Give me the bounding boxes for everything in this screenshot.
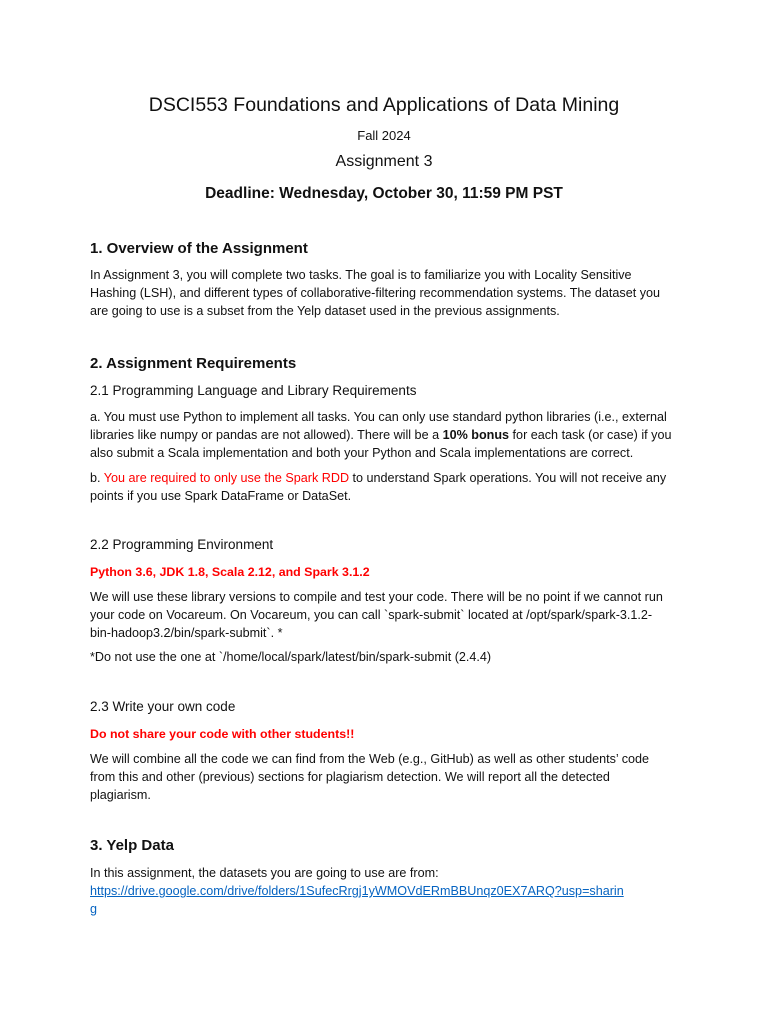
section-3-paragraph <box>90 864 680 918</box>
sharing-warning: Do not share your code with other students!! <box>90 727 355 741</box>
paragraph-line: plagiarism. <box>90 788 151 802</box>
requirement-a <box>90 408 680 462</box>
paragraph-line: from this and other (previous) sections for plagiarism detection. We will report all the detected <box>90 770 610 784</box>
course-title: DSCI553 Foundations and Applications of Data Mining <box>148 94 620 116</box>
environment-paragraph <box>90 588 680 642</box>
paragraph-line: points if you use Spark DataFrame or DataSet. <box>90 489 352 503</box>
paragraph-line <box>90 426 680 444</box>
assignment-label: Assignment 3 <box>335 153 433 170</box>
paragraph-line: also submit a Scala implementation and both your Python and Scala implementations are correct. <box>90 446 634 460</box>
dataset-link-continued[interactable]: g <box>90 902 98 916</box>
paragraph-line: In Assignment 3, you will complete two tasks. The goal is to familiarize you with Locality Sensitive <box>90 268 632 282</box>
paragraph-line: We will combine all the code we can find from the Web (e.g., GitHub) as well as other students’ code <box>90 752 650 766</box>
section-1-paragraph <box>90 266 680 320</box>
text-span: b. <box>90 471 104 485</box>
section-2-2-heading: 2.2 Programming Environment <box>90 537 274 552</box>
rdd-requirement: You are required to only use the Spark RDD <box>103 471 350 485</box>
version-requirements: Python 3.6, JDK 1.8, Scala 2.12, and Spark 3.1.2 <box>90 565 370 579</box>
requirement-b <box>90 469 680 505</box>
paragraph-line: a. You must use Python to implement all tasks. You can only use standard python libraries (i.e., external <box>90 410 667 424</box>
section-1-heading: 1. Overview of the Assignment <box>90 240 308 257</box>
paragraph-line: We will use these library versions to compile and test your code. There will be no point if we cannot run <box>90 590 663 604</box>
paragraph-line <box>90 469 680 487</box>
text-span: libraries like numpy or pandas are not allowed). There will be a <box>90 428 443 442</box>
paragraph-line: bin-hadoop3.2/bin/spark-submit`. * <box>90 626 283 640</box>
bonus-text: 10% bonus <box>442 428 510 442</box>
section-3-heading: 3. Yelp Data <box>90 837 174 854</box>
paragraph-line: In this assignment, the datasets you are going to use are from: <box>90 866 439 880</box>
section-2-heading: 2. Assignment Requirements <box>90 355 297 372</box>
paragraph-line: are going to use is a subset from the Yelp dataset used in the previous assignments. <box>90 304 560 318</box>
term-label: Fall 2024 <box>357 128 411 143</box>
dataset-link[interactable]: https://drive.google.com/drive/folders/1SufecRrgj1yWMOVdERmBBUnqz0EX7ARQ?usp=sharin <box>90 884 624 898</box>
paragraph-line: your code on Vocareum. On Vocareum, you can call `spark-submit` located at /opt/spark/spark-3.1.2- <box>90 608 653 622</box>
paragraph-line: Hashing (LSH), and different types of collaborative-filtering recommendation systems. The dataset you <box>90 286 661 300</box>
text-span: to understand Spark operations. You will not receive any <box>349 471 667 485</box>
environment-note: *Do not use the one at `/home/local/spark/latest/bin/spark-submit (2.4.4) <box>90 650 492 664</box>
text-span: for each task (or case) if you <box>509 428 672 442</box>
deadline-label: Deadline: Wednesday, October 30, 11:59 PM PST <box>205 185 563 202</box>
plagiarism-paragraph <box>90 750 680 804</box>
section-2-3-heading: 2.3 Write your own code <box>90 699 236 714</box>
section-2-1-heading: 2.1 Programming Language and Library Requirements <box>90 383 417 398</box>
